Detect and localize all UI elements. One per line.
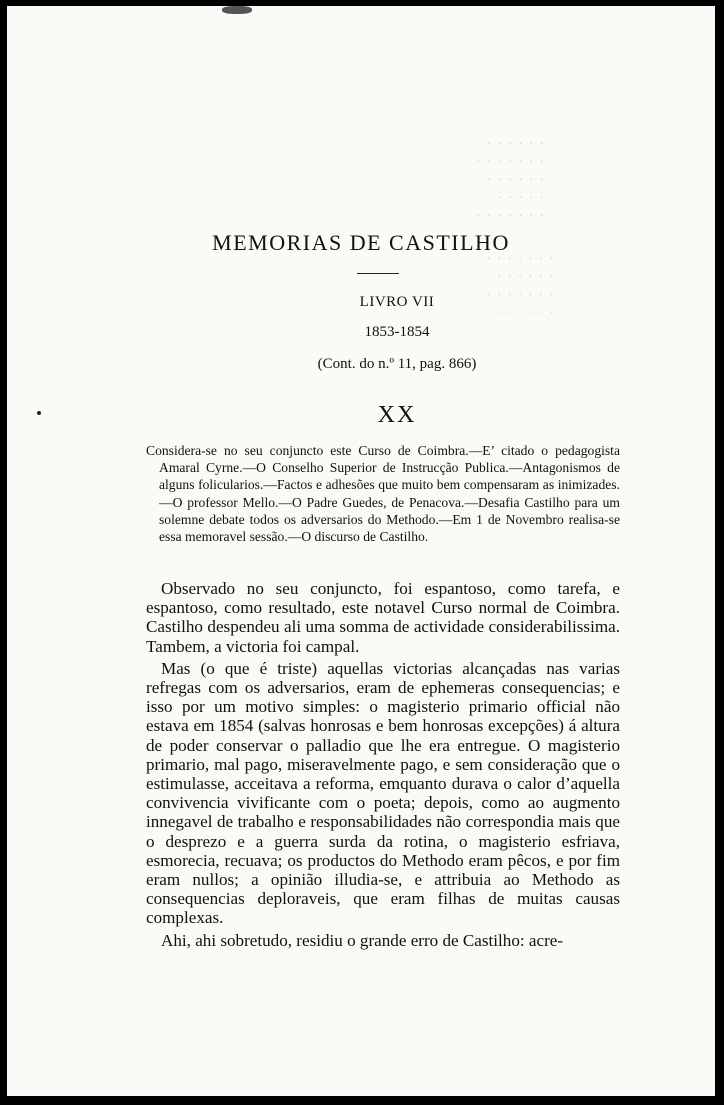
title-rule: [357, 273, 399, 274]
bleed-through-text: · · · · · · · · · · · · · · · · · · · · · · · · · ·: [487, 252, 554, 321]
body-text: [146, 579, 620, 953]
chapter-number: XX: [377, 402, 417, 428]
chapter-summary: [146, 442, 620, 545]
scan-speck: [37, 411, 41, 415]
paragraph: Ahi, ahi sobretudo, residiu o grande erro de Castilho: acre-: [161, 930, 564, 950]
paragraph: Mas (o que é triste) aquellas victorias alcançadas nas varias refregas com os adversarios, eram de ephemeras consequencias; e isso por um motivo simples: o magisterio primario official não estava em 1854 (salvas honrosas e bem honrosas excepções) á altura de poder conservar o palladio que lhe era entregue. O magisterio primario, mal pago, miseravelmente pago, e sem consideração que o estimulasse, acceitava a reforma, emquanto durava o calor d’aquella convivencia vivificante com o poeta; depois, como ao augmento innegavel de trabalho e responsabilidades não correspondia mais que o desprezo e a guerra surda da rotina, o magisterio esfriava, esmorecia, recuava; os productos do Methodo eram pêcos, e por fim eram nullos; a opinião illudia-se, e attribuia ao Methodo as consequencias deploraveis, que eram filhas de muitas causas complexas.: [146, 658, 620, 928]
continuation-note: (Cont. do n.º 11, pag. 866): [317, 356, 477, 372]
paragraph: Observado no seu conjuncto, foi espantoso, como tarefa, e espantoso, como resultado, este notavel Curso normal de Coimbra. Castilho despendeu ali uma somma de actividade considerabilissima. Tambem, a victoria foi campal.: [146, 579, 620, 656]
years-heading: 1853-1854: [364, 324, 430, 340]
page-title: MEMORIAS DE CASTILHO: [212, 230, 510, 255]
summary-text: Considera-se no seu conjuncto este Curso de Coimbra.—E’ citado o pedagogista Amaral Cyrne.—O Conselho Superior de Instrucção Publica.—Antagonismos de alguns folicularios.—Factos e adhesões que muito bem compensaram as inimizades.—O professor Mello.—O Padre Guedes, de Penacova.—Desafia Castilho para um solemne debate todos os adversarios do Methodo.—Em 1 de Novembro realisa-se essa memoravel sessão.—O discurso de Castilho.: [146, 443, 620, 545]
bleed-through-text: · · · · · · · · · · · · · · · · · · · · · · · · · · · · · · ·: [477, 137, 544, 224]
book-page: [7, 6, 715, 1096]
scan-smudge: [222, 6, 252, 14]
book-heading: LIVRO VII: [359, 294, 435, 310]
